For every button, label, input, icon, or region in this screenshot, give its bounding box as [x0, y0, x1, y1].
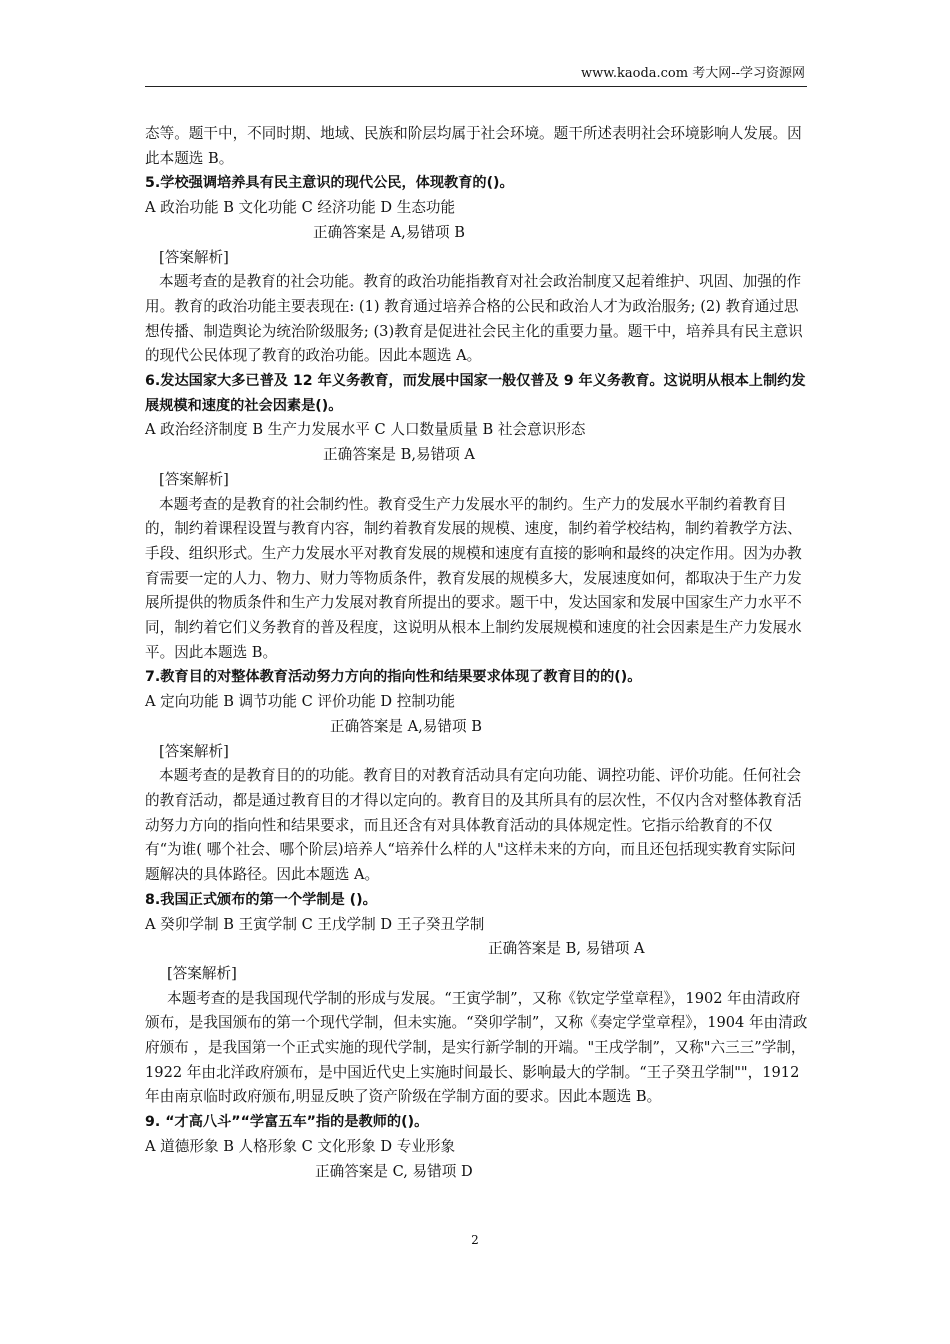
question-8-analysis-tag: [答案解析]: [167, 964, 237, 982]
question-5-analysis: 本题考查的是教育的社会功能。教育的政治功能指教育对社会政治制度又起着维护、巩固、加强的作用。教育的政治功能主要表现在: (1) 教育通过培养合格的公民和政治人才为政治服务; (2) 教育通过思想传播、制造舆论为统治阶级服务; (3)教育是促进社会民主化的重要力量。题干中，培养具有民主意识的现代公民体现了教育的政治功能。因此本题选 A。: [145, 273, 803, 365]
question-9: 9. “才高八斗”“学富五车”指的是教师的()。: [145, 1114, 429, 1131]
question-8: 8.我国正式颁布的第一个学制是 ()。: [145, 891, 377, 908]
question-7-analysis-tag: [答案解析]: [159, 742, 229, 760]
question-5-answer: 正确答案是 A,易错项 B: [313, 223, 465, 241]
question-8-answer: 正确答案是 B, 易错项 A: [488, 940, 645, 958]
question-6-answer: 正确答案是 B,易错项 A: [323, 446, 475, 464]
question-7-answer: 正确答案是 A,易错项 B: [330, 717, 482, 735]
question-8-analysis: 本题考查的是我国现代学制的形成与发展。“王寅学制”，又称《钦定学堂章程》，1902 年由清政府颁布，是我国颁布的第一个现代学制，但未实施。“癸卯学制”，又称《奏定学堂章程》，1904 年由清政府颁布 ，是我国第一个正式实施的现代学制，是实行新学制的开端。"王戌学制”，又称"六三三”学制，1922 年由北洋政府颁布，是中国近代史上实施时间最长、影响最大的学制。“王子癸丑学制""，1912 年由南京临时政府颁布,明显反映了资产阶级在学制方面的要求。因此本题选 B。: [145, 989, 808, 1106]
page-header: www.kaoda.com 考大网--学习资源网: [581, 66, 805, 81]
question-8-options: A 癸卯学制 B 王寅学制 C 王戊学制 D 王子癸丑学制: [145, 915, 485, 933]
question-6-analysis: 本题考查的是教育的社会制约性。教育受生产力发展水平的制约。生产力的发展水平制约着教育目的，制约着课程设置与教育内容，制约着教育发展的规模、速度，制约着学校结构，制约着教学方法、手段、组织形式。生产力发展水平对教育发展的规模和速度有直接的影响和最终的决定作用。因为办教育需要一定的人力、物力、财力等物质条件，教育发展的规模多大，发展速度如何，都取决于生产力发展所提供的物质条件和生产力发展对教育所提出的要求。题干中，发达国家和发展中国家生产力水平不同，制约着它们义务教育的普及程度，这说明从根本上制约发展规模和速度的社会因素是生产力发展水平。因此本题选 B。: [145, 495, 802, 661]
question-5-analysis-tag: [答案解析]: [159, 248, 229, 266]
intro-paragraph: 态等。题干中，不同时期、地域、民族和阶层均属于社会环境。题干所述表明社会环境影响人发展。因此本题选 B。: [145, 125, 802, 167]
question-5-options: A 政治功能 B 文化功能 C 经济功能 D 生态功能: [145, 199, 456, 217]
question-7-analysis: 本题考查的是教育目的的功能。教育目的对教育活动具有定向功能、调控功能、评价功能。任何社会的教育活动，都是通过教育目的才得以定向的。教育目的及其所具有的层次性，不仅内含对整体教育活动努力方向的指向性和结果要求，而且还含有对具体教育活动的具体规定性。它指示给教育的不仅有“为谁( 哪个社会、哪个阶层)培养人“培养什么样的人"这样未来的方向，而且还包括现实教育实际问题解决的具体路径。因此本题选 A。: [145, 767, 802, 884]
question-7-options: A 定向功能 B 调节功能 C 评价功能 D 控制功能: [145, 693, 456, 711]
question-9-answer: 正确答案是 C, 易错项 D: [315, 1162, 473, 1180]
document-body: [145, 122, 809, 1184]
header-divider: [145, 86, 807, 87]
page-number: 2: [471, 1233, 479, 1247]
question-6-options: A 政治经济制度 B 生产力发展水平 C 人口数量质量 B 社会意识形态: [145, 421, 586, 439]
question-7: 7.教育目的对整体教育活动努力方向的指向性和结果要求体现了教育目的的()。: [145, 669, 642, 686]
question-6-analysis-tag: [答案解析]: [159, 470, 229, 488]
question-9-options: A 道德形象 B 人格形象 C 文化形象 D 专业形象: [145, 1137, 456, 1155]
question-5: 5.学校强调培养具有民主意识的现代公民，体现教育的()。: [145, 175, 514, 192]
question-6: 6.发达国家大多已普及 12 年义务教育，而发展中国家一般仅普及 9 年义务教育。这说明从根本上制约发展规模和速度的社会因素是()。: [145, 373, 806, 414]
